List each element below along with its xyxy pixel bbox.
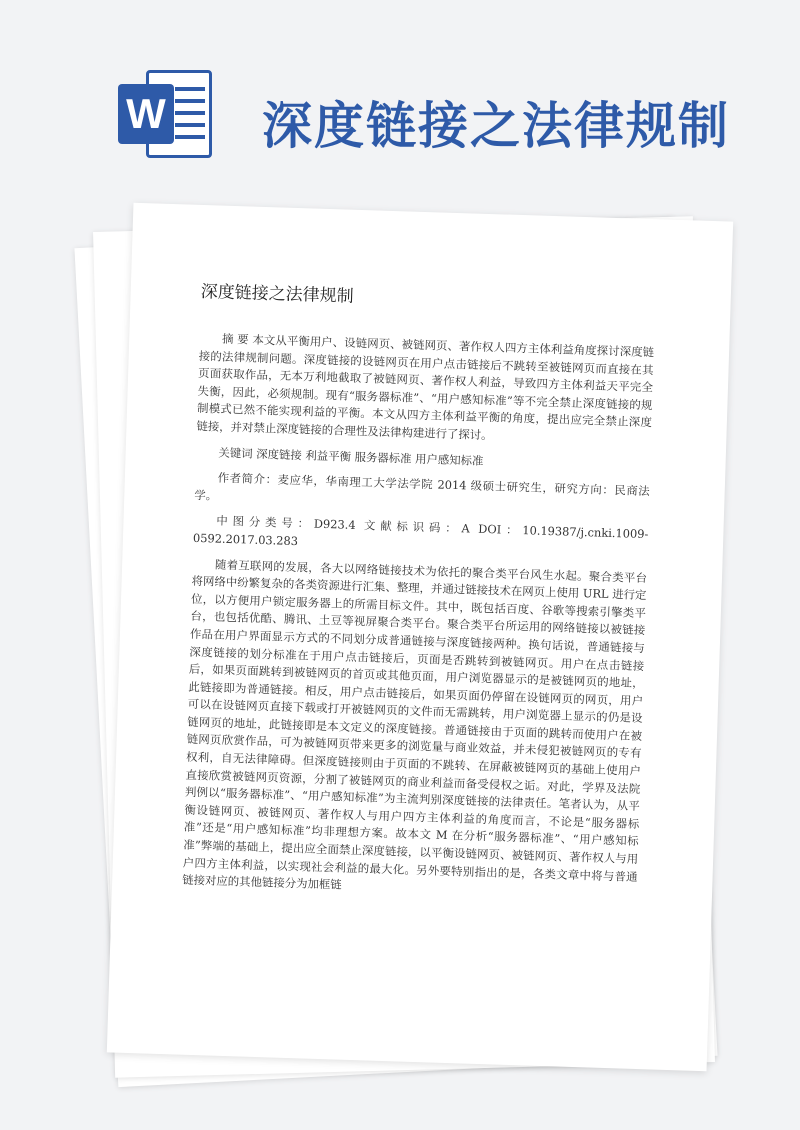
author-paragraph: 作者简介：麦应华，华南理工大学法学院 2014 级硕士研究生，研究方向：民商法学。 (194, 470, 650, 503)
abstract-paragraph: 摘 要 本文从平衡用户、设链网页、被链网页、著作权人四方主体利益角度探讨深度链接的法律规制问题。深度链接的设链网页在用户点击链接后不跳转至被链网页而直接在其页面获取作品，无本万利地截取了被链网页、著作权人利益，导致四方主体利益天平完全失衡，因此，必须规制。现有“服务器标准”、“用户感知标准”等不完全禁止深度链接的规制模式已然不能实现利益的平衡。本文从四方主体利益平衡的角度，提出应完全禁止深度链接，并对禁止深度链接的合理性及法律构建进行了探讨。 (196, 331, 655, 443)
body-paragraph: 随着互联网的发展，各大以网络链接技术为依托的聚合类平台风生水起。聚合类平台将网络中纷繁复杂的各类资源进行汇集、整理，并通过链接技术在网页上使用 URL 进行定位，以方便用户锁定服务器上的所需目标文件。其中，既包括百度、谷歌等搜索引擎类平台，也包括优酷、腾讯、土豆等视屏聚合类平台。聚合类平台所运用的网络链接以被链接作品在用户界面显示方式的不同划分成普通链接与深度链接两种。换句话说，普通链接与深度链接的划分标准在于用户点击链接后，页面是否跳转到被链网页。用户在点击链接后，如果页面跳转到被链网页的首页或其他页面，用户浏览器显示的是被链网页的地址，此链接即为普通链接。相反，用户点击链接后，如果页面仍停留在设链网页的网页，用户可以在设链网页直接下载或打开被链网页的文件而无需跳转，用户浏览器上显示的仍是设链网页的地址，此链接即是本文定义的深度链接。普通链接由于页面的跳转而使用户在被链网页欣赏作品，可为被链网页带来更多的浏览量与商业效益，并未侵犯被链网页的专有权利，自无法律障碍。但深度链接则由于页面的不跳转、在屏蔽被链网页的基础上使用户直接欣赏被链网页资源，分割了被链网页的商业利益而备受侵权之诟。对此，学界及法院判例以“服务器标准”、“用户感知标准”为主流判别深度链接的法律责任。笔者认为，从平衡设链网页、被链网页、著作权人与用户四方主体利益的角度而言，不论是“服务器标准”还是“用户感知标准”均非理想方案。故本文 M 在分析“服务器标准”、“用户感知标准”弊端的基础上，提出应全面禁止深度链接，以平衡设链网页、被链网页、著作权人与用户四方主体利益，以实现社会利益的最大化。另外要特别指出的是，各类文章中将与普通链接对应的其他链接分为加框链 (182, 557, 648, 892)
classification-paragraph: 中图分类号：D923.4 文献标识码：A DOI：10.19387/j.cnki.1009-0592.2017.03.283 (192, 513, 649, 549)
word-icon-badge: W (118, 84, 174, 144)
document-title: 深度链接之法律规制 (200, 281, 354, 307)
document-body (182, 277, 656, 910)
page-title: 深度链接之法律规制 (262, 97, 730, 155)
keywords-paragraph: 关键词 深度链接 利益平衡 服务器标准 用户感知标准 (218, 445, 484, 468)
header-banner (0, 0, 800, 200)
word-document-icon (118, 70, 216, 158)
document-page (107, 203, 733, 1071)
